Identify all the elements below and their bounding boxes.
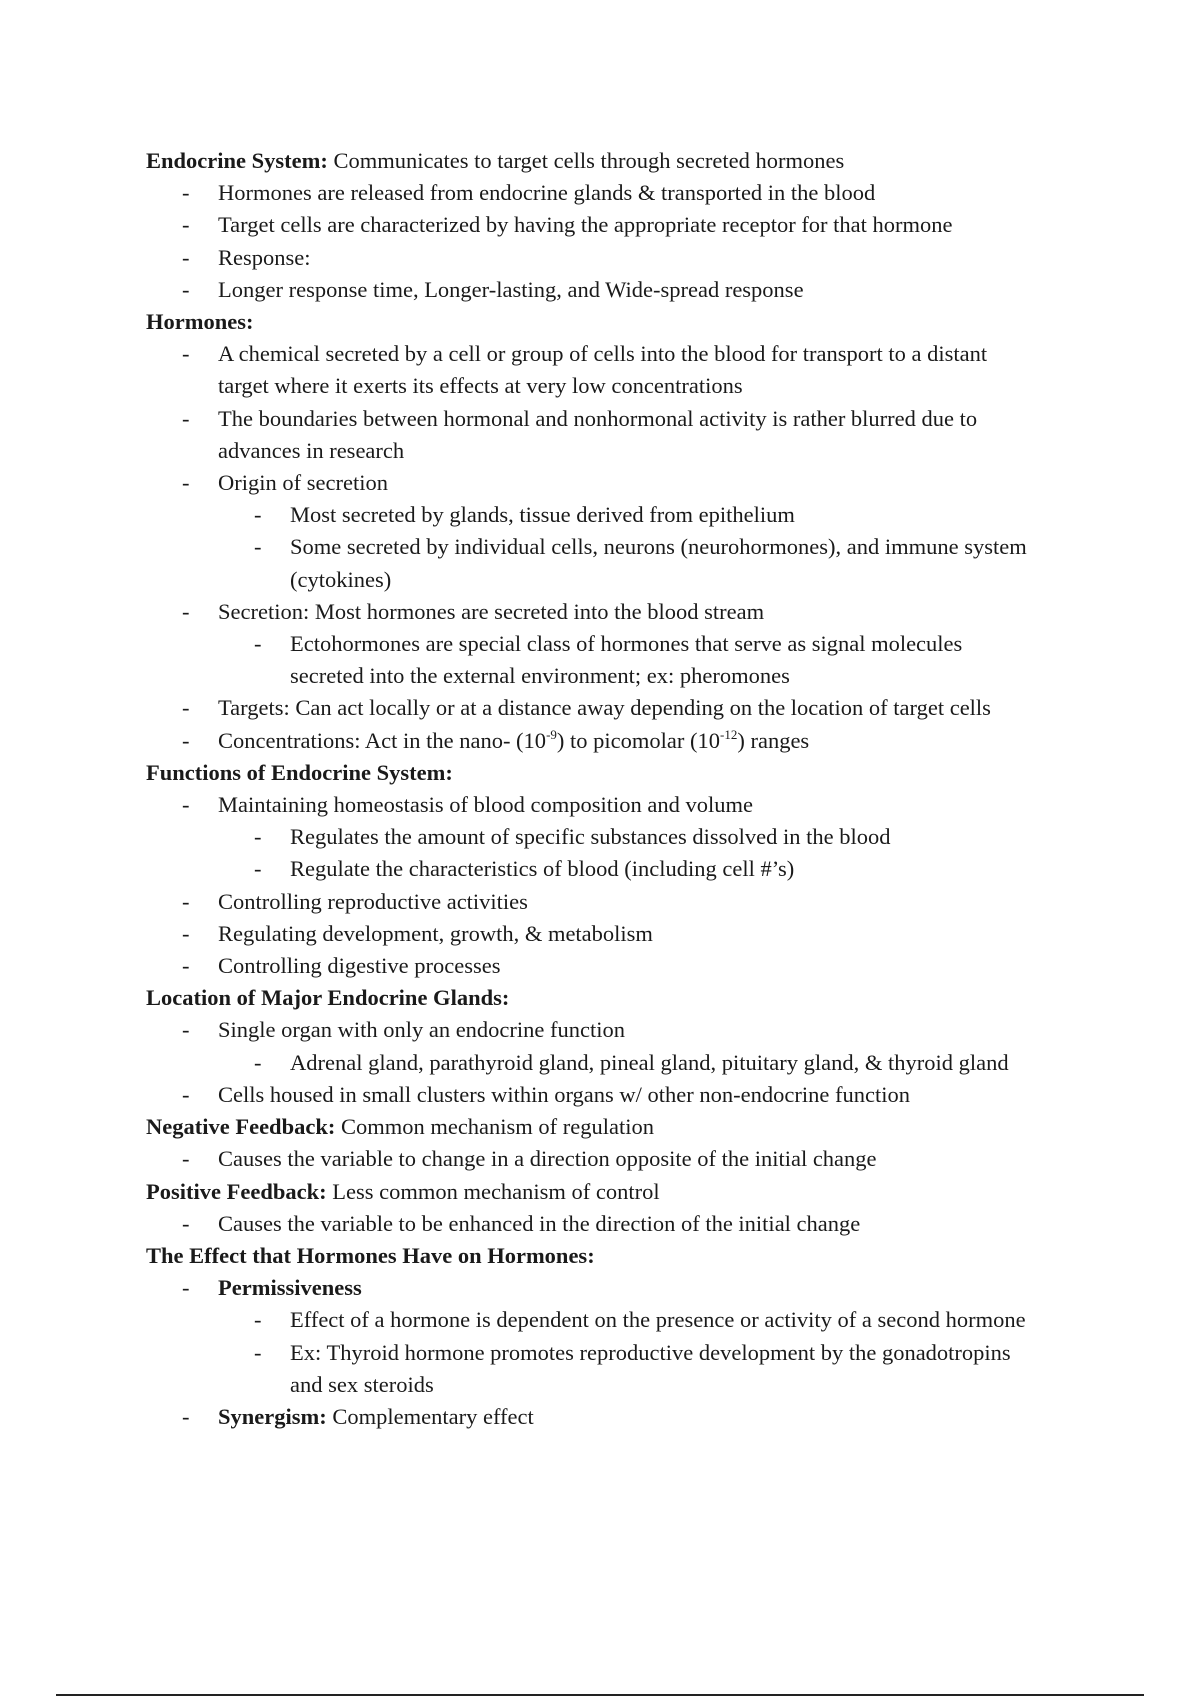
list-item: - Origin of secretion [146, 467, 1106, 499]
list-item-continuation: target where it exerts its effects at very low concentrations [218, 373, 743, 399]
bullet-dash: - [182, 405, 190, 431]
bullet-dash: - [182, 212, 190, 238]
sub-list-item: - Adrenal gland, parathyroid gland, pineal gland, pituitary gland, & thyroid gland [146, 1047, 1106, 1079]
term-bold: Synergism: [218, 1403, 327, 1429]
heading-line [146, 1240, 1106, 1272]
section-heading: Hormones: [146, 309, 254, 335]
bullet-dash: - [182, 920, 190, 946]
list-item: - Maintaining homeostasis of blood composition and volume [146, 789, 1106, 821]
list-item: - The boundaries between hormonal and nonhormonal activity is rather blurred due to [146, 403, 1106, 435]
exponent: -9 [546, 726, 557, 742]
sub-list-item-continuation: secreted into the external environment; ex: pheromones [290, 663, 790, 689]
section-heading: Positive Feedback: [146, 1178, 327, 1204]
bullet-dash: - [182, 695, 190, 721]
list-item: - Secretion: Most hormones are secreted into the blood stream [146, 596, 1106, 628]
list-item: - Synergism: Complementary effect [146, 1401, 1106, 1433]
sub-list-item: - Ex: Thyroid hormone promotes reproductive development by the gonadotropins [146, 1337, 1106, 1369]
bullet-dash: - [254, 502, 262, 528]
list-item: - Controlling reproductive activities [146, 886, 1106, 918]
bullet-dash: - [182, 470, 190, 496]
list-item: - Controlling digestive processes [146, 950, 1106, 982]
list-item: - Response: [146, 242, 1106, 274]
bullet-dash: - [182, 727, 190, 753]
bullet-dash: - [182, 1210, 190, 1236]
sub-list-item: - Some secreted by individual cells, neurons (neurohormones), and immune system [146, 531, 1106, 563]
exponent: -12 [720, 726, 738, 742]
bullet-dash: - [254, 631, 262, 657]
list-item: - Regulating development, growth, & metabolism [146, 918, 1106, 950]
bullet-dash: - [254, 1307, 262, 1333]
heading-text: Communicates to target cells through secreted hormones [327, 148, 845, 173]
bullet-dash: - [254, 534, 262, 560]
sub-list-item: - Effect of a hormone is dependent on the presence or activity of a second hormone [146, 1304, 1106, 1336]
list-item: - Targets: Can act locally or at a distance away depending on the location of target cells [146, 692, 1106, 724]
section-heading: Location of Major Endocrine Glands: [146, 985, 510, 1011]
list-item: - Target cells are characterized by having the appropriate receptor for that hormone [146, 209, 1106, 241]
bullet-dash: - [254, 1049, 262, 1075]
bullet-dash: - [182, 341, 190, 367]
sub-list-item: - Most secreted by glands, tissue derived from epithelium [146, 499, 1106, 531]
list-item: - A chemical secreted by a cell or group of cells into the blood for transport to a distant [146, 338, 1106, 370]
heading-text: Less common mechanism of control [326, 1178, 660, 1204]
bullet-dash: - [182, 1017, 190, 1043]
list-item: - Longer response time, Longer-lasting, and Wide-spread response [146, 274, 1106, 306]
bullet-dash: - [182, 1403, 190, 1429]
heading-text: Common mechanism of regulation [335, 1114, 655, 1140]
list-item: - Cells housed in small clusters within organs w/ other non-endocrine function [146, 1079, 1106, 1111]
sub-list-item-continuation: and sex steroids [290, 1371, 434, 1397]
bullet-dash: - [182, 953, 190, 979]
bullet-dash: - [254, 824, 262, 850]
bullet-dash: - [182, 792, 190, 818]
section-heading: Functions of Endocrine System: [146, 759, 453, 785]
list-item: - Single organ with only an endocrine function [146, 1014, 1106, 1046]
heading-line [146, 982, 1106, 1014]
heading-line [146, 757, 1106, 789]
heading-line [146, 1111, 1106, 1143]
bullet-dash: - [182, 1081, 190, 1107]
bullet-dash: - [254, 1339, 262, 1365]
section-heading: The Effect that Hormones Have on Hormones: [146, 1242, 595, 1268]
bullet-dash: - [182, 180, 190, 206]
section-heading: Endocrine System: [146, 148, 328, 173]
sub-list-item: - Ectohormones are special class of hormones that serve as signal molecules [146, 628, 1106, 660]
heading-line [146, 145, 1106, 177]
section-heading: Negative Feedback: [146, 1114, 336, 1140]
page-bottom-rule [56, 1694, 1144, 1696]
bullet-dash: - [182, 1275, 190, 1301]
bullet-dash: - [254, 856, 262, 882]
heading-line [146, 306, 1106, 338]
bullet-dash: - [182, 888, 190, 914]
list-item [146, 1272, 1106, 1304]
list-item-continuation: advances in research [218, 437, 405, 463]
notes-page [146, 145, 1106, 1433]
bullet-dash: - [182, 598, 190, 624]
bullet-dash: - [182, 276, 190, 302]
bullet-dash: - [182, 244, 190, 270]
list-item: - Causes the variable to be enhanced in the direction of the initial change [146, 1208, 1106, 1240]
list-item: - Causes the variable to change in a direction opposite of the initial change [146, 1143, 1106, 1175]
list-item: - Hormones are released from endocrine glands & transported in the blood [146, 177, 1106, 209]
bullet-dash: - [182, 1146, 190, 1172]
heading-line [146, 1176, 1106, 1208]
sub-list-item: - Regulate the characteristics of blood (including cell #’s) [146, 853, 1106, 885]
sub-list-item: - Regulates the amount of specific substances dissolved in the blood [146, 821, 1106, 853]
term-bold: Permissiveness [218, 1275, 362, 1301]
sub-list-item-continuation: (cytokines) [290, 566, 392, 592]
list-item: - Concentrations: Act in the nano- $(10^{-9})$ to picomolar $(10^{-12})$ ranges [146, 725, 1106, 757]
